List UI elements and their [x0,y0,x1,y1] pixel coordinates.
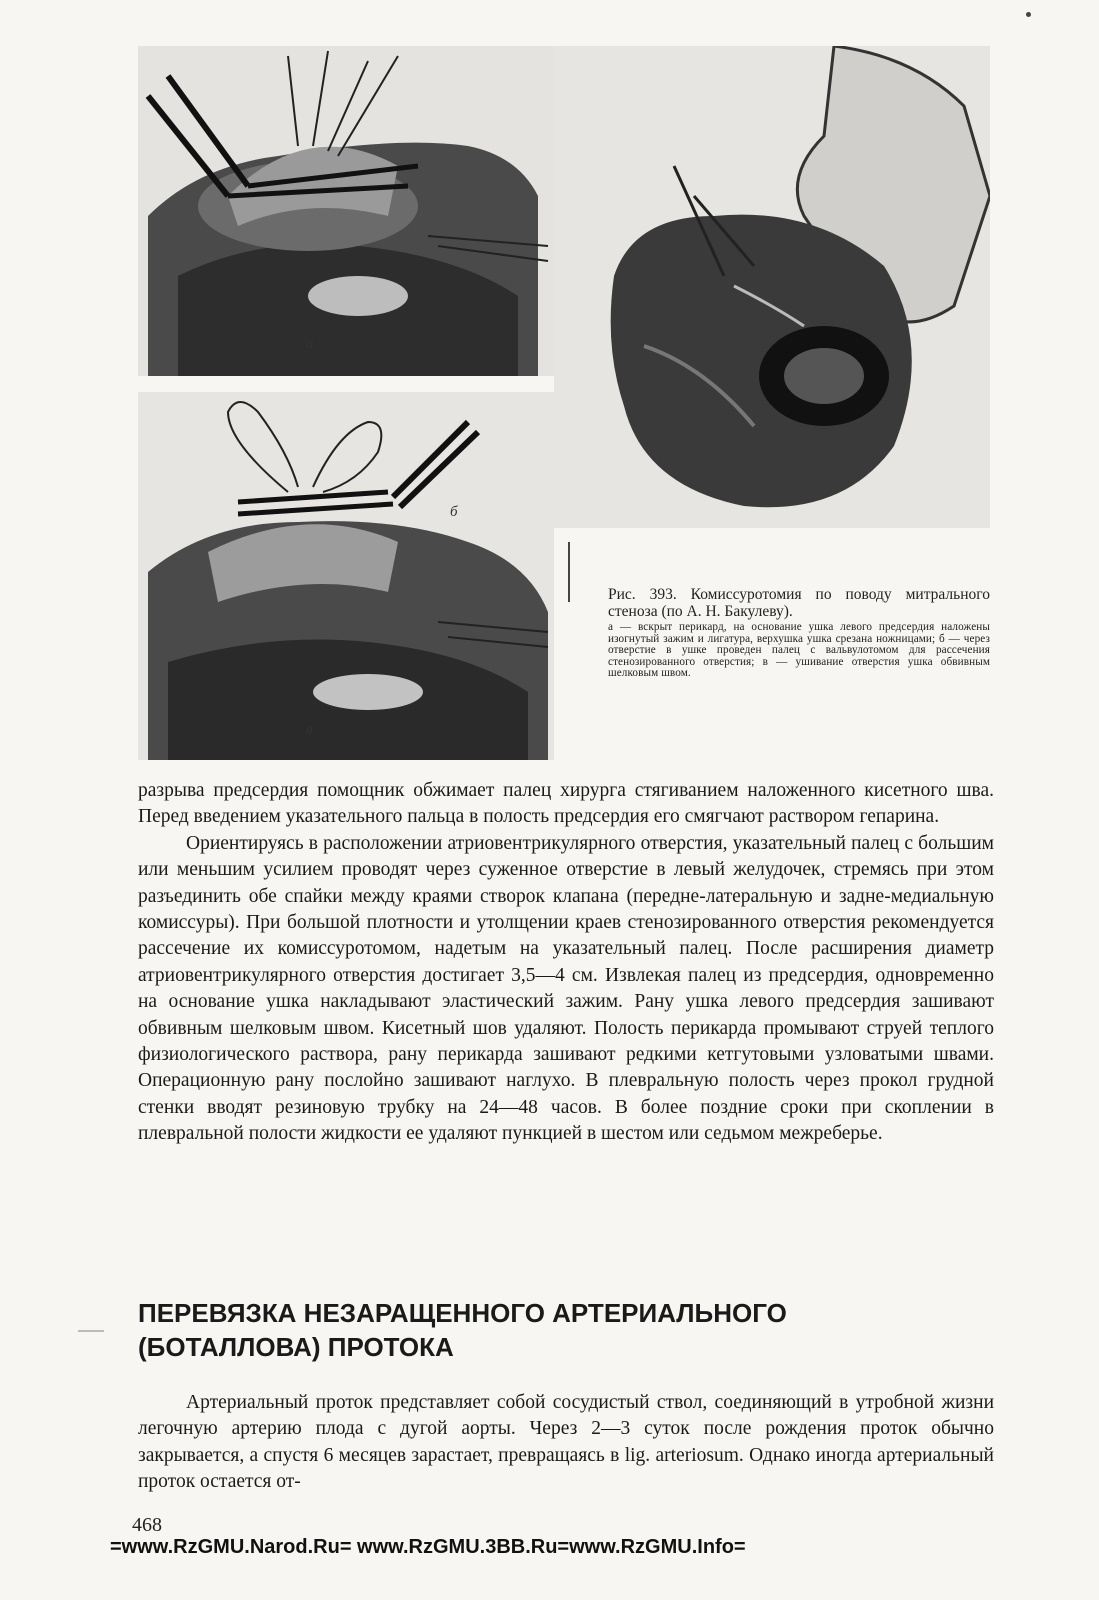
section-heading [138,1296,998,1364]
paragraph-procedure: Ориентируясь в расположении атриовентрикулярного отверстия, указательный палец с большим или меньшим усилием проводят через суженное отверстие в левый желудочек, стремясь при этом разъединить обе спайки между краями створок клапана (передне-латеральную и задне-медиальную комиссуры). При большой плотности и утолщении краев стенозированного отверстия рекомендуется рассечение их комиссуротомом, надетым на указательный палец. После расширения диаметр атриовентрикулярного отверстия достигает 3,5—4 см. Извлекая палец из предсердия, одновременно на основание ушка накладывают эластический зажим. Рану ушка левого предсердия зашивают обвивным шелковым швом. Кисетный шов удаляют. Полость перикарда промывают струей теплого физиологического раствора, рану перикарда зашивают редкими кетгутовыми узловатыми швами. Операционную рану послойно зашивают наглухо. В плевральную полость через прокол грудной стенки вводят резиновую трубку на 24—48 часов. В более поздние сроки при скоплении в плевральной полости жидкости ее удаляют пункцией в шестом или седьмом межреберье. [138,832,994,1145]
figure-393 [138,46,990,760]
panel-label-c: в [306,722,313,738]
paragraph-continuation: разрыва предсердия помощник обжимает палец хирурга стягиванием наложенного кисетного шва. Перед введением указательного пальца в полость предсердия его смягчают раствором гепарина. [138,780,994,828]
section-heading-line-2: (БОТАЛЛОВА) ПРОТОКА [138,1332,454,1362]
panel-label-b: б [450,504,458,520]
scan-speck [1026,12,1031,17]
footer-watermark: =www.RzGMU.Narod.Ru= www.RzGMU.3BB.Ru=www.RzGMU.Info= [110,1536,746,1558]
illustration-panel-a [138,46,554,376]
illustration-panel-b [554,46,990,528]
figure-caption [608,586,990,680]
caption-body: а — вскрыт перикард, на основание ушка левого предсердия наложены изогнутый зажим и лигатура, верхушка ушка срезана ножницами; б — через отверстие в ушке проведен палец с вальвулотомом для рассечения стенозированного отверстия; в — ушивание отверстия ушка обвивным шелковым швом. [608,621,990,680]
section-heading-line-1: ПЕРЕВЯЗКА НЕЗАРАЩЕННОГО АРТЕРИАЛЬНОГО [138,1298,787,1328]
paragraph-ductus: Артериальный проток представляет собой сосудистый ствол, соединяющий в утробной жизни легочную артерию плода с дугой аорты. Через 2—3 суток после рождения проток обычно закрывается, а спустя 6 месяцев зарастает, превращаясь в lig. arteriosum. Однако иногда артериальный проток остается от- [138,1392,994,1493]
body-text-lower [138,1390,994,1496]
caption-divider [568,542,570,602]
illustration-panel-c [138,392,554,760]
panel-label-a: а [306,336,314,352]
page-number: 468 [132,1514,162,1536]
body-text-upper [138,778,994,1148]
caption-title: Рис. 393. Комиссуротомия по поводу митрального стеноза (по А. Н. Бакулеву). [608,586,990,620]
scan-mark [78,1330,104,1332]
